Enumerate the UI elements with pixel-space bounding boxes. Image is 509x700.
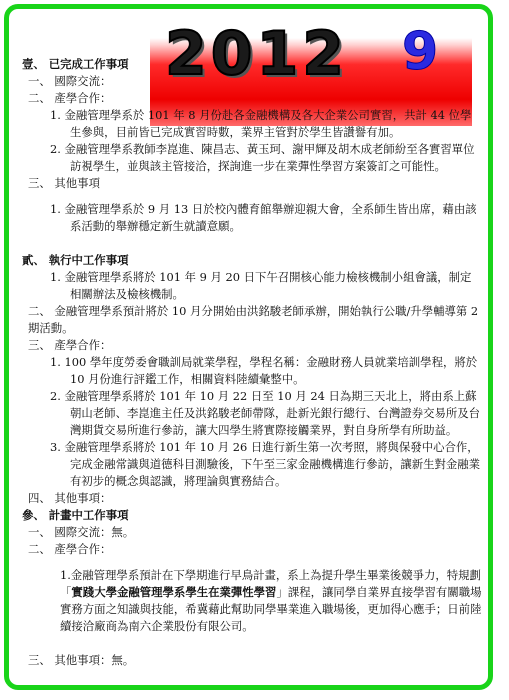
section-planned-title: 參、 計畫中工作事項 — [22, 508, 129, 522]
in-progress-tutoring: 二、 金融管理學系預計將於 10 月分開始由洪銘駿老師承辦，開始執行公職/升學輔導第 2 期活動。 — [28, 304, 479, 335]
header-year: 2012 — [165, 19, 348, 89]
planned-international: 一、 國際交流：無。 — [28, 525, 135, 539]
document-body — [22, 56, 482, 669]
in-progress-industry-item-2: 2. 金融管理學系將於 101 年 10 月 22 日至 10 月 24 日為期三天北上，將由系上蘇朝山老師、李崑進主任及洪銘駿老師帶隊，赴新光銀行總行、台灣證券交易所及台灣期貨交易所進行參訪，讓大四學生將實際接觸業界，對自身所學有所助益。 — [50, 389, 481, 437]
in-progress-industry-item-3: 3. 金融管理學系將於 101 年 10 月 26 日進行新生第一次考照，將與保發中心合作，完成金融常識與道德科目測驗後，下午至三家金融機構進行參訪，讓新生對金融業有初步的概念與認識，將理論與實務結合。 — [50, 440, 481, 488]
completed-other-item-1: 1. 金融管理學系於 9 月 13 日於校內體育館舉辦迎親大會，全系師生皆出席，藉由該系活動的舉辦穩定新生就讀意願。 — [50, 202, 477, 233]
section-completed-title: 壹、 已完成工作事項 — [22, 57, 129, 71]
completed-industry-item-1: 1. 金融管理學系於 101 年 8 月份赴各金融機構及各大企業公司實習，共計 44 位學生參與，目前皆已完成實習時數，業界主管對於學生皆讚譽有加。 — [50, 108, 472, 139]
completed-international: 一、 國際交流： — [28, 74, 112, 88]
planned-other: 三、 其他事項：無。 — [28, 653, 135, 667]
planned-program-name: 實踐大學金融管理學系學生在業彈性學習 — [71, 585, 277, 599]
in-progress-other: 四、 其他事項： — [28, 491, 112, 505]
in-progress-item-1: 1. 金融管理學系將於 101 年 9 月 20 日下午召開核心能力檢核機制小組會議，制定相關辦法及檢核機制。 — [50, 270, 472, 301]
planned-text-a: 1.金融管理學系預計在下學期進行早鳥計畫，系上為提升學生畢業後競爭力，特規劃「 — [60, 568, 481, 599]
in-progress-industry: 三、 產學合作： — [28, 338, 112, 352]
completed-other: 三、 其他事項 — [28, 176, 100, 190]
completed-industry: 二、 產學合作： — [28, 91, 112, 105]
header-month: 9 — [402, 22, 439, 82]
planned-text-c: 」課程，讓同學自業界直接學習有關職場實務方面之知識與技能，希冀藉此幫助同學畢業進入職場後，更加得心應手；日前陸續接洽廠商為南六企業股份有限公司。 — [60, 585, 482, 633]
completed-industry-item-2: 2. 金融管理學系教師李崑進、陳昌志、黃玉珂、謝甲輝及胡木成老師紛至各實習單位訪視學生，並與該主管接洽，探詢進一步在業彈性學習方案簽訂之可能性。 — [50, 142, 475, 173]
in-progress-industry-item-1: 1. 100 學年度勞委會職訓局就業學程，學程名稱：金融財務人員就業培訓學程，將於 10 月份進行評鑑工作，相關資料陸續彙整中。 — [50, 355, 478, 386]
section-in-progress-title: 貳、 執行中工作事項 — [22, 253, 129, 267]
planned-industry-paragraph — [22, 567, 482, 635]
planned-industry: 二、 產學合作： — [28, 542, 112, 556]
